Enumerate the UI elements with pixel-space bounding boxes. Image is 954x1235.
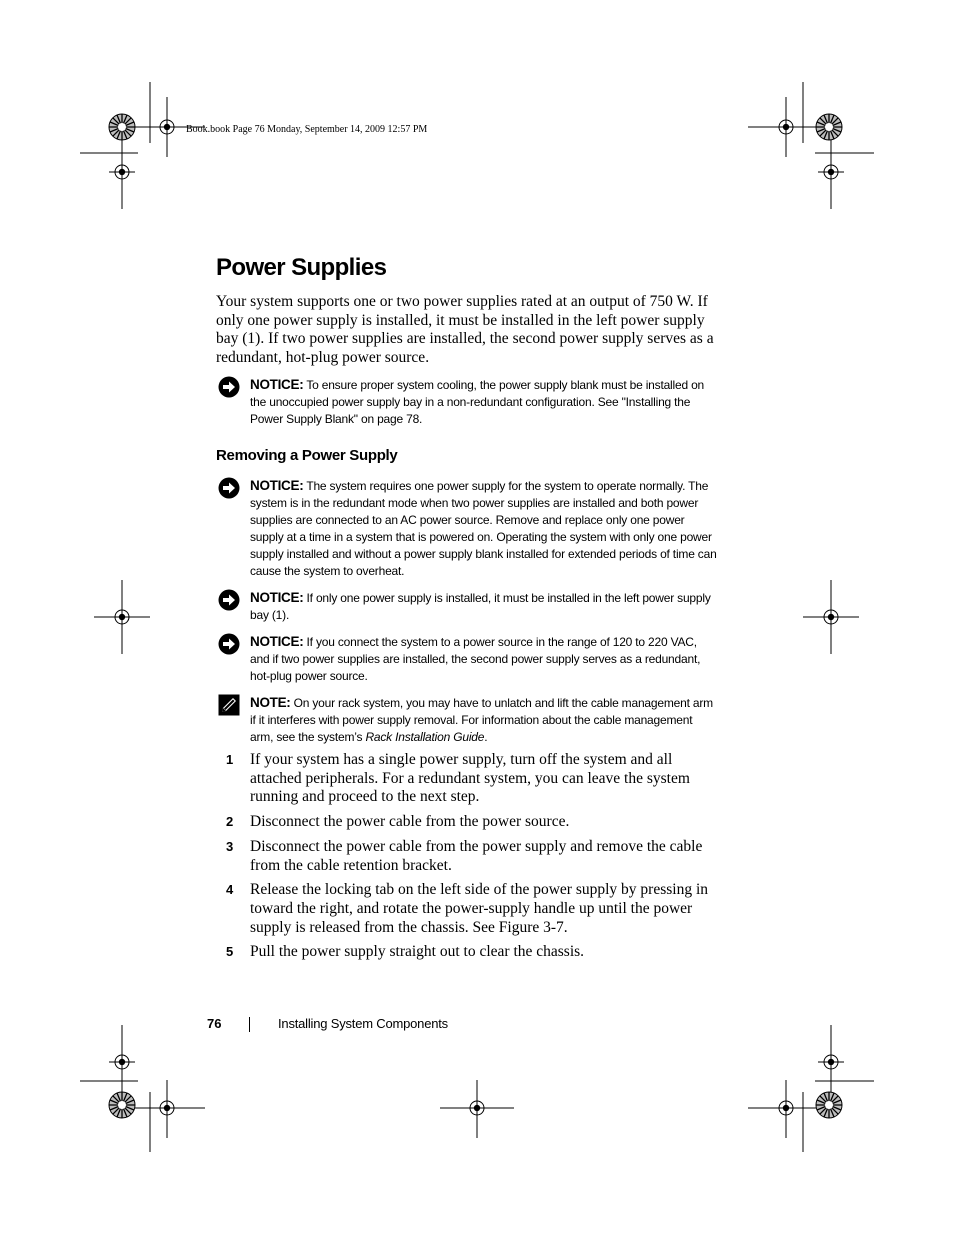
print-slug: Book.book Page 76 Monday, September 14, 2009 12:57 PM bbox=[186, 124, 428, 135]
notice-icon bbox=[218, 477, 240, 499]
notice-block bbox=[218, 633, 718, 685]
notice-label: NOTICE: bbox=[250, 377, 304, 392]
notice-text bbox=[250, 376, 718, 428]
step-text: Release the locking tab on the left side of the power supply by pressing in toward the right, and rotate the power-supply handle up until the power supply is released from the chassis. See Figure 3-7. bbox=[250, 881, 709, 936]
note-end: . bbox=[484, 730, 488, 744]
notice-icon bbox=[218, 376, 240, 398]
notice-icon bbox=[218, 589, 240, 611]
step-item bbox=[226, 943, 716, 962]
notice-body: If only one power supply is installed, it must be installed in the left power supply bay (1). bbox=[250, 591, 711, 622]
step-text: If your system has a single power supply, turn off the system and all attached peripherals. For a redundant system, you can leave the system running and proceed to the next step. bbox=[250, 751, 690, 806]
notice-text bbox=[250, 633, 718, 685]
step-item bbox=[226, 838, 716, 875]
notice-label: NOTICE: bbox=[250, 590, 304, 605]
step-number: 2 bbox=[226, 814, 234, 830]
step-text: Disconnect the power cable from the power supply and remove the cable from the cable retention bracket. bbox=[250, 837, 703, 874]
step-number: 5 bbox=[226, 944, 234, 960]
step-item bbox=[226, 881, 716, 937]
note-block bbox=[218, 694, 718, 746]
chapter-title: Installing System Components bbox=[278, 1016, 448, 1031]
guide-title: Rack Installation Guide bbox=[365, 730, 485, 744]
step-number: 4 bbox=[226, 882, 234, 898]
step-number: 1 bbox=[226, 752, 234, 767]
steps-list bbox=[226, 751, 716, 968]
note-body: On your rack system, you may have to unlatch and lift the cable management arm if it interferes with power supply removal. For information about the cable management arm, see the system’s bbox=[250, 696, 713, 744]
notice-block bbox=[218, 589, 718, 624]
notice-block bbox=[218, 376, 718, 428]
notice-block bbox=[218, 477, 718, 580]
section-heading: Removing a Power Supply bbox=[216, 447, 398, 464]
step-number: 3 bbox=[226, 838, 234, 854]
notice-icon bbox=[218, 633, 240, 655]
notice-body: To ensure proper system cooling, the power supply blank must be installed on the unoccupied power supply bay in a non-redundant configuration. See "Installing the Power Supply Blank" on page 78. bbox=[250, 378, 705, 426]
notice-body: If you connect the system to a power source in the range of 120 to 220 VAC, and if two power supplies are installed, the second power supply serves as a redundant, hot-plug power source. bbox=[250, 635, 701, 683]
note-label: NOTE: bbox=[250, 695, 291, 710]
intro-paragraph: Your system supports one or two power supplies rated at an output of 750 W. If only one power supply is installed, it must be installed in the left power supply bay (1). If two power supplies are installed, the second power supply serves as a redundant, hot-plug power source. bbox=[216, 293, 714, 367]
notice-text bbox=[250, 477, 718, 580]
step-item bbox=[226, 813, 716, 832]
pencil-note-icon bbox=[218, 694, 240, 716]
page-title: Power Supplies bbox=[216, 254, 387, 281]
notice-text bbox=[250, 589, 718, 624]
step-item bbox=[226, 751, 716, 807]
notice-label: NOTICE: bbox=[250, 478, 304, 493]
notice-label: NOTICE: bbox=[250, 634, 304, 649]
step-text: Disconnect the power cable from the power source. bbox=[250, 813, 570, 831]
notice-body: The system requires one power supply for the system to operate normally. The system is in the redundant mode when two power supplies are installed and both power supplies are connected to an AC power source. Remove and replace only one power supply at a time in a system that is powered on. Operating the system with only one power supply installed and without a power supply blank installed for extended periods of time can cause the system to overheat. bbox=[250, 479, 717, 578]
note-text bbox=[250, 694, 718, 746]
footer-divider bbox=[249, 1017, 250, 1032]
page-number: 76 bbox=[207, 1016, 222, 1031]
step-text: Pull the power supply straight out to clear the chassis. bbox=[250, 943, 585, 961]
